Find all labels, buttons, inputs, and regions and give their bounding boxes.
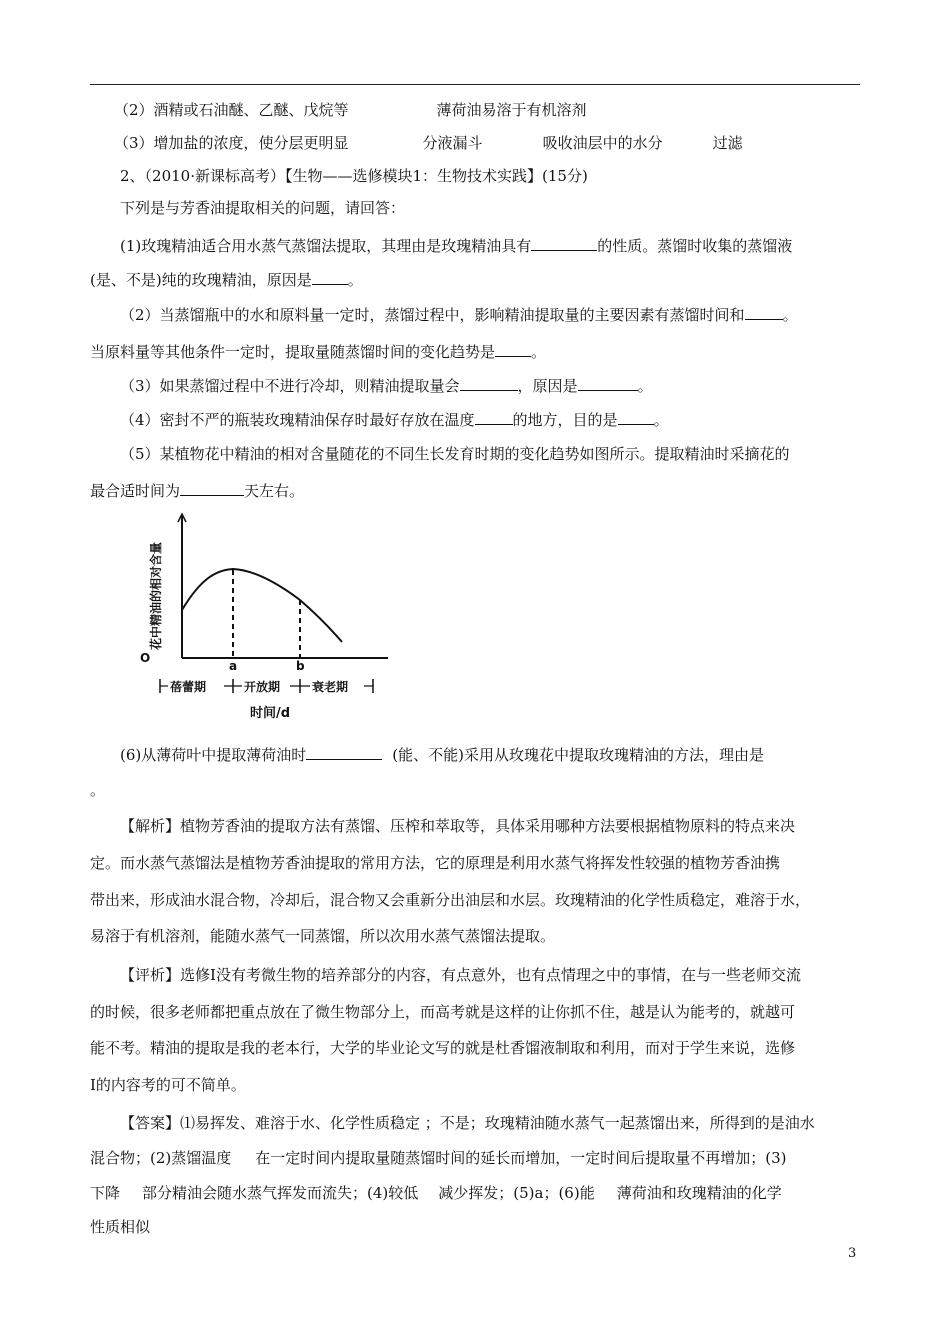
prev-answer-3-c: 过滤 [712,134,743,152]
x-axis-label: 时间/d [250,706,291,721]
sub-question-5-cont [90,481,865,501]
analysis-line-1 [90,816,895,836]
answer-text-1: ⑴易挥发、难溶于水、化学性质稳定 ；不是；玫瑰精油随水蒸气一起蒸馏出来，所得到的是油水 [180,1114,815,1132]
y-axis-label: 花中精油的相对含量 [149,541,163,650]
answer-blank[interactable] [618,410,654,425]
sub-question-6-cont: 。 [90,781,106,799]
comment-tag: 【评析】 [120,966,181,984]
answer-line-3 [90,1183,865,1203]
comment-line-4: Ⅰ的内容考的可不简单。 [90,1076,246,1094]
oil-content-curve [182,569,342,642]
sq1-text-d: 。 [347,271,363,289]
comment-line-3: 能不考。精油的提取是我的老本行，大学的毕业论文写的就是杜香馏液制取和利用，而对于学生来说，选修 [90,1039,796,1057]
sq4-text-c: 。 [653,411,669,429]
origin-label: O [140,651,151,665]
answer-blank[interactable] [180,481,244,496]
prev-answer-2-label: （2）酒精或石油醚、乙醚、戊烷等 [114,101,349,119]
comment-text-1: 选修Ⅰ没有考微生物的培养部分的内容，有点意外，也有点情理之中的事情，在与一些老师交流 [180,966,801,984]
answer-tag: 【答案】 [120,1114,181,1132]
prev-answer-2 [90,100,889,120]
answer-text-2b: 在一定时间内提取量随蒸馏时间的延长而增加，一定时间后提取量不再增加；(3) [255,1149,787,1167]
answer-blank[interactable] [531,236,597,251]
sq5-text-b: 最合适时间为 [90,482,181,500]
essential-oil-curve-figure [130,510,400,725]
sub-question-3 [90,376,895,396]
sq6-text-a: (6)从薄荷叶中提取薄荷油时 [120,746,307,764]
sub-question-1-cont [90,270,865,290]
answer-line-4: 性质相似 [90,1218,151,1236]
analysis-line-4: 易溶于有机溶剂，能随水蒸气一同蒸馏，所以次用水蒸气蒸馏法提取。 [90,927,556,945]
comment-line-2: 的时候，很多老师都把重点放在了微生物部分上，而高考就是这样的让你抓不住，越是认为能考的，就越可 [90,1003,796,1021]
comment-line-1 [90,965,895,985]
sub-question-6 [90,745,895,765]
stage-bud: 蓓蕾期 [170,680,207,694]
analysis-text-1: 植物芳香油的提取方法有蒸馏、压榨和萃取等，具体采用哪种方法要根据植物原料的特点来决 [180,817,796,835]
analysis-tag: 【解析】 [120,817,181,835]
sq6-text-b: (能、不能)采用从玫瑰花中提取玫瑰精油的方法，理由是 [392,746,764,764]
figure-svg [130,510,400,725]
sq1-text-b: 的性质。蒸馏时收集的蒸馏液 [597,237,793,255]
mark-a-label: a [229,659,238,673]
answer-text-2a: 混合物；(2)蒸馏温度 [90,1149,232,1167]
question-intro: 下列是与芳香油提取相关的问题，请回答： [120,199,406,217]
answer-text-3c: 减少挥发；(5)a；(6)能 [438,1184,595,1202]
answer-line-2 [90,1148,865,1168]
stage-bloom: 开放期 [244,680,281,694]
sub-question-4 [90,410,895,430]
sq2-text-d: 。 [531,343,547,361]
answer-blank[interactable] [312,270,348,285]
sq4-text-b: 的地方，目的是 [512,411,618,429]
sq1-text-c: (是、不是)纯的玫瑰精油，原因是 [90,271,312,289]
answer-blank[interactable] [460,376,518,391]
sub-question-5 [90,444,895,464]
analysis-line-3: 带出来，形成油水混合物，冷却后，混合物又会重新分出油层和水层。玫瑰精油的化学性质稳定，难溶于水， [90,891,811,909]
sub-question-2-cont [90,342,865,362]
answer-text-3a: 下降 [90,1184,121,1202]
prev-answer-3-label: （3）增加盐的浓度，使分层更明显 [114,134,349,152]
sub-question-2 [90,305,895,325]
sq2-text-c: 当原料量等其他条件一定时，提取量随蒸馏时间的变化趋势是 [90,343,496,361]
prev-answer-2-reason: 薄荷油易溶于有机溶剂 [436,101,587,119]
answer-line-1 [90,1113,895,1133]
answer-blank[interactable] [745,305,783,320]
sq3-text-c: 。 [637,377,653,395]
answer-blank[interactable] [495,342,531,357]
prev-answer-3-a: 分液漏斗 [422,134,483,152]
stage-wither: 衰老期 [312,680,349,694]
sq5-text-c: 天左右。 [244,482,305,500]
analysis-line-2: 定。而水蒸气蒸馏法是植物芳香油提取的常用方法，它的原理是利用水蒸气将挥发性较强的植物芳香油携 [90,854,781,872]
page-number: 3 [848,1246,857,1261]
question-heading: 2、（2010·新课标高考）【生物——选修模块1：生物技术实践】(15分) [120,167,588,185]
answer-blank[interactable] [306,745,382,760]
header-rule [90,84,860,85]
sq4-text-a: （4）密封不严的瓶装玫瑰精油保存时最好存放在温度 [120,411,475,429]
sq2-text-b: 。 [782,306,798,324]
answer-text-3d: 薄荷油和玫瑰精油的化学 [616,1184,782,1202]
sq2-text-a: （2）当蒸馏瓶中的水和原料量一定时，蒸馏过程中，影响精油提取量的主要因素有蒸馏时间和 [120,306,745,324]
sq3-text-a: （3）如果蒸馏过程中不进行冷却，则精油提取量会 [120,377,460,395]
answer-blank[interactable] [578,376,638,391]
answer-text-3b: 部分精油会随水蒸气挥发而流失；(4)较低 [142,1184,419,1202]
prev-answer-3-b: 吸收油层中的水分 [542,134,663,152]
answer-blank[interactable] [475,410,513,425]
sq3-text-b: ，原因是 [517,377,578,395]
prev-answer-3 [90,133,889,153]
sq5-text-a: （5）某植物花中精油的相对含量随花的不同生长发育时期的变化趋势如图所示。提取精油时采摘花的 [120,445,790,463]
sub-question-1 [90,236,895,256]
mark-b-label: b [296,659,305,673]
sq1-text-a: (1)玫瑰精油适合用水蒸气蒸馏法提取，其理由是玫瑰精油具有 [120,237,532,255]
